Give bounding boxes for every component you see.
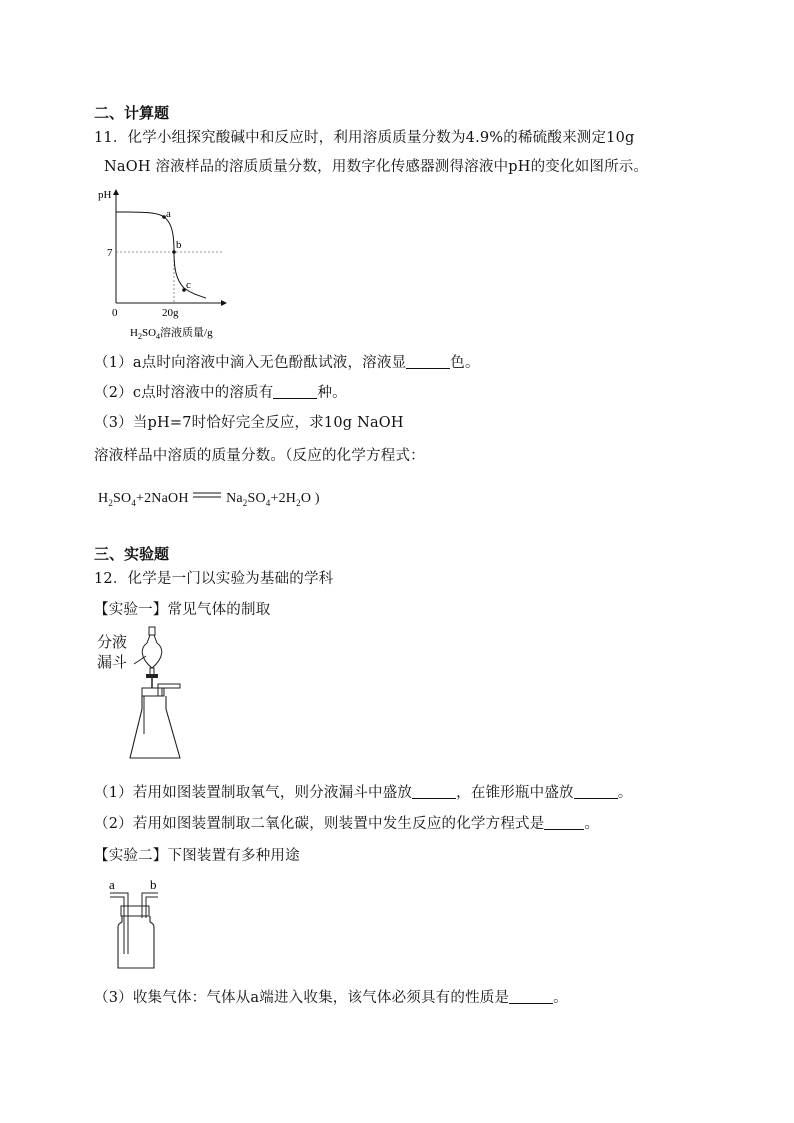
long-tube bbox=[110, 893, 128, 954]
q12-1-text: （1）若用如图装置制取氧气，则分液漏斗中盛放 bbox=[94, 785, 413, 801]
bottle-label-b: b bbox=[150, 877, 157, 892]
answer-blank-6[interactable] bbox=[509, 989, 553, 1004]
answer-blank-1[interactable] bbox=[406, 354, 450, 369]
equals-double-line bbox=[192, 490, 222, 500]
answer-blank-2[interactable] bbox=[273, 384, 317, 399]
point-a-label: a bbox=[166, 208, 171, 220]
chemical-equation: $H_2SO_4+2NaOH$ $Na_2SO_4+2H_2O$ ) bbox=[98, 491, 320, 508]
delivery-tube bbox=[158, 684, 180, 696]
funnel-label: 分液 漏斗 bbox=[97, 633, 128, 671]
funnel-bulb bbox=[142, 635, 161, 668]
x-axis-label: $H_2SO_4$溶液质量/g bbox=[130, 327, 213, 341]
q12-1-mid: ，在锥形瓶中盛放 bbox=[456, 785, 574, 801]
answer-blank-5[interactable] bbox=[544, 815, 584, 830]
q11-2-text: （2）c点时溶液中的溶质有 bbox=[94, 385, 274, 401]
q12-3-suffix: 。 bbox=[553, 990, 568, 1006]
question-12-part1 bbox=[94, 781, 632, 802]
answer-blank-3[interactable] bbox=[412, 784, 456, 799]
bottle-stopper bbox=[121, 906, 149, 916]
ph-curve bbox=[116, 212, 206, 298]
q11-1-text: （1）a点时向溶液中滴入无色酚酞试液，溶液显 bbox=[94, 355, 407, 371]
q12-1-suffix: 。 bbox=[617, 785, 633, 801]
question-11-part1 bbox=[94, 351, 480, 372]
q12-2-text: （2）若用如图装置制取二氧化碳，则装置中发生反应的化学方程式是 bbox=[94, 816, 545, 832]
bottle-label-a: a bbox=[109, 877, 115, 892]
question-11-part2 bbox=[94, 381, 347, 402]
point-b-label: b bbox=[176, 239, 182, 251]
answer-blank-4[interactable] bbox=[574, 784, 618, 799]
question-11-part3: （3）当pH=7时恰好完全反应，求10g NaOH bbox=[94, 415, 404, 431]
x-tick-20g: 20g bbox=[162, 307, 179, 319]
question-12-part3 bbox=[94, 986, 568, 1007]
question-11-part3-cont: 溶液样品中溶质的质量分数。（反应的化学方程式： bbox=[94, 448, 425, 464]
question-11-line1: 11．化学小组探究酸碱中和反应时，利用溶质质量分数为4.9%的稀硫酸来测定10g bbox=[94, 130, 635, 146]
origin-label: 0 bbox=[112, 307, 118, 319]
q12-3-text: （3）收集气体：气体从a端进入收集，该气体必须具有的性质是 bbox=[94, 990, 510, 1006]
question-12: 12．化学是一门以实验为基础的学科 bbox=[94, 571, 334, 587]
q12-2-suffix: 。 bbox=[584, 816, 600, 832]
point-c-label: c bbox=[186, 279, 191, 291]
question-12-part2 bbox=[94, 812, 599, 833]
section-heading-experiment: 三、实验题 bbox=[94, 545, 170, 563]
y-axis-label: pH bbox=[98, 189, 112, 201]
gas-bottle bbox=[118, 916, 154, 968]
funnel-flask-apparatus bbox=[120, 624, 200, 766]
experiment-2-title: 【实验二】下图装置有多种用途 bbox=[94, 848, 300, 864]
gas-bottle-apparatus bbox=[104, 876, 164, 974]
stopper bbox=[142, 688, 164, 696]
section-heading-calculation: 二、计算题 bbox=[94, 104, 170, 122]
q11-1-suffix: 色。 bbox=[450, 355, 480, 371]
y-tick-7: 7 bbox=[107, 247, 113, 259]
question-11-line2: NaOH 溶液样品的溶质质量分数，用数字化传感器测得溶液中pH的变化如图所示。 bbox=[104, 159, 649, 175]
conical-flask bbox=[130, 696, 180, 758]
q11-2-suffix: 种。 bbox=[317, 385, 347, 401]
ph-curve-graph bbox=[92, 182, 252, 342]
experiment-1-title: 【实验一】常见气体的制取 bbox=[94, 602, 271, 618]
